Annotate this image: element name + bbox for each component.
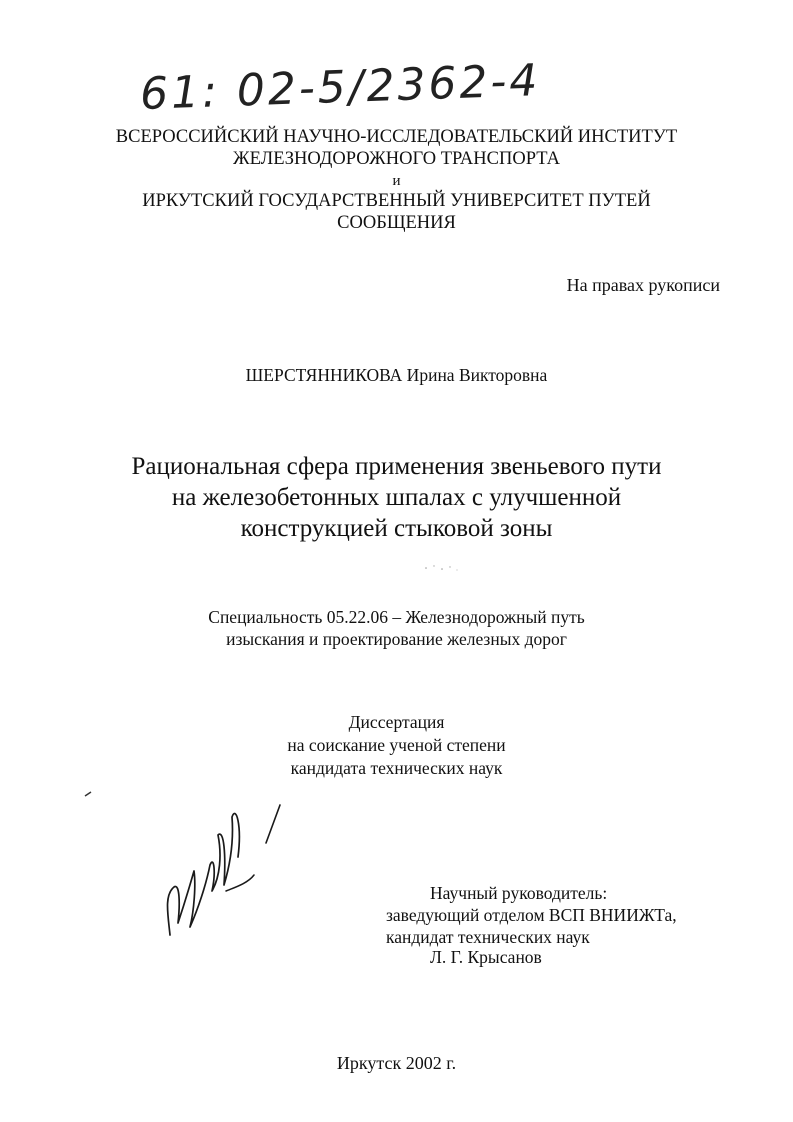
specialty-line-2: изыскания и проектирование железных дорог bbox=[226, 629, 567, 649]
title-line-1: Рациональная сфера применения звеньевого пути bbox=[131, 453, 662, 480]
institution-1-line-2: ЖЕЛЕЗНОДОРОЖНОГО ТРАНСПОРТА bbox=[233, 149, 560, 169]
title-line-3: конструкцией стыковой зоны bbox=[240, 515, 553, 542]
scan-mark bbox=[84, 790, 94, 798]
institution-1-line-1: ВСЕРОССИЙСКИЙ НАУЧНО-ИССЛЕДОВАТЕЛЬСКИЙ ИНСТИТУТ bbox=[115, 127, 678, 147]
specialty-line-1: Специальность 05.22.06 – Железнодорожный путь bbox=[208, 607, 585, 627]
dissertation-line-2: на соискание ученой степени bbox=[287, 735, 506, 755]
dissertation-line-3: кандидата технических наук bbox=[290, 758, 503, 778]
supervisor-name: Л. Г. Крысанов bbox=[430, 947, 542, 967]
manuscript-rights: На правах рукописи bbox=[566, 275, 720, 295]
author-name: ШЕРСТЯННИКОВА Ирина Викторовна bbox=[245, 365, 548, 385]
signature-drawing bbox=[150, 795, 300, 945]
supervisor-degree: кандидат технических наук bbox=[386, 927, 590, 947]
institution-2-line-2: СООБЩЕНИЯ bbox=[337, 213, 456, 233]
institution-2-line-1: ИРКУТСКИЙ ГОСУДАРСТВЕННЫЙ УНИВЕРСИТЕТ ПУТЕЙ bbox=[142, 191, 651, 211]
archive-code-handwritten: 61: 02-5/2362-4 bbox=[139, 55, 542, 120]
scan-speck bbox=[422, 562, 462, 574]
supervisor-heading: Научный руководитель: bbox=[430, 883, 608, 903]
supervisor-position: заведующий отделом ВСП ВНИИЖТа, bbox=[386, 905, 677, 925]
dissertation-line-1: Диссертация bbox=[348, 712, 445, 732]
place-and-year: Иркутск 2002 г. bbox=[336, 1053, 457, 1073]
title-line-2: на железобетонных шпалах с улучшенной bbox=[171, 484, 622, 511]
institution-conjunction: и bbox=[392, 173, 401, 189]
